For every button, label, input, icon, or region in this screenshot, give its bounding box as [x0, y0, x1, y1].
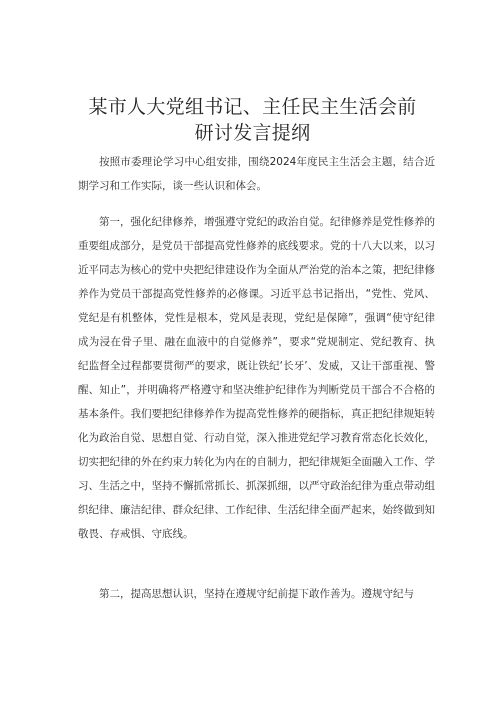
paragraph-second-point: 第二，提高思想认识，坚持在遵规守纪前提下敢作善为。遵规守纪与 [99, 588, 414, 600]
paragraph-intro: 按照市委理论学习中心组安排，围绕2024年度民主生活会主题，结合近期学习和工作实际，谈一些认识和体会。 [78, 156, 435, 192]
paragraph-first-point: 第一，强化纪律修养，增强遵守党纪的政治自觉。纪律修养是党性修养的重要组成部分，是党员干部提高党性修养的底线要求。党的十八大以来，以习近平同志为核心的党中央把纪律建设作为全面从严治党的治本之策，把纪律修养作为党员干部提高党性修养的必修课。习近平总书记指出，“党性、党风、党纪是有机整体，党性是根本，党风是表现，党纪是保障”，强调“使守纪律成为浸在骨子里、融在血液中的自觉修养”，要求“党规制定、党纪教育、执纪监督全过程都要贯彻严的要求，既让铁纪‘长牙’、发威，又让干部重视、警醒、知止”，并明确将严格遵守和坚决维护纪律作为判断党员干部合不合格的基本条件。我们要把纪律修养作为提高党性修养的硬指标，真正把纪律规矩转化为政治自觉、思想自觉、行动自觉，深入推进党纪学习教育常态化长效化，切实把纪律的外在约束力转化为内在的自制力，把纪律规矩全面融入工作、学习、生活之中，坚持不懈抓常抓长、抓深抓细，以严守政治纪律为重点带动组织纪律、廉洁纪律、群众纪律、工作纪律、生活纪律全面严起来，始终做到知敬畏、存戒惧、守底线。 [78, 216, 435, 540]
document-title: 某市人大党组书记、主任民主生活会前研讨发言提纲 [88, 96, 417, 144]
